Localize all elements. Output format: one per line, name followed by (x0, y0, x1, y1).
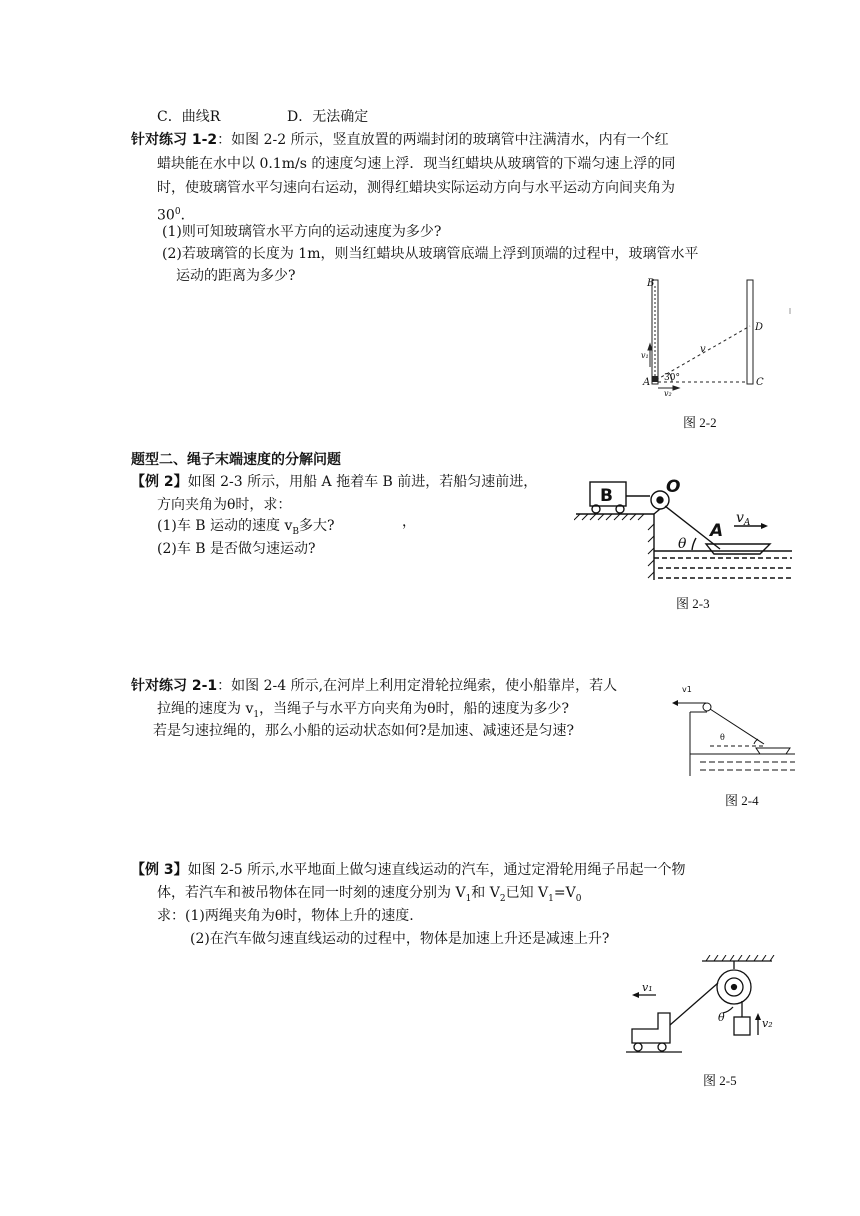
figure-2-4 (670, 680, 800, 780)
practice-1-2-line-3: 时，使玻璃管水平匀速向右运动，测得红蜡块实际运动方向与水平运动方向间夹角为 (157, 180, 675, 196)
label-theta: θ (718, 1011, 725, 1024)
label-d: D (755, 322, 764, 333)
example-2-question-1: (1)车 B 运动的速度 $v_B$多大? (157, 518, 335, 537)
practice-1-2-line-2: 蜡块能在水中以 0.1m/s 的速度匀速上浮．现当红蜡块从玻璃管的下端匀速上浮的同 (157, 156, 676, 172)
practice-2-1-line-3: 若是匀速拉绳的，那么小船的运动状态如何?是加速、减速还是匀速? (153, 723, 575, 739)
label-a: A (643, 377, 651, 388)
label-boat-a: A (710, 521, 724, 541)
example-2-line-2: 方向夹角为θ时，求： (157, 497, 292, 513)
figure-2-5 (622, 955, 787, 1063)
practice-1-2-question-1: (1)则可知玻璃管水平方向的运动速度为多少? (162, 224, 442, 240)
label-v2: v₂ (762, 1017, 773, 1030)
example-2-question-2: (2)车 B 是否做匀速运动? (157, 541, 316, 557)
practice-2-1-line-2: 拉绳的速度为 $v_1$，当绳子与水平方向夹角为θ时，船的速度为多少? (157, 701, 570, 720)
example-2-label: 【例 2】 (131, 474, 188, 490)
example-2-line-1: 【例 2】如图 2-3 所示，用船 A 拖着车 B 前进，若船匀速前进， (131, 474, 538, 490)
option-c: C．曲线R (157, 109, 221, 125)
example-3-line-1: 【例 3】如图 2-5 所示,水平地面上做匀速直线运动的汽车，通过定滑轮用绳子吊起一个物 (131, 862, 686, 878)
option-d: D．无法确定 (287, 109, 369, 125)
figure-2-4-caption: 图 2-4 (725, 793, 759, 808)
figure-2-2 (630, 272, 800, 404)
section-heading: 题型二、绳子末端速度的分解问题 (131, 452, 341, 468)
label-v2: v₂ (664, 389, 672, 398)
practice-1-2-label: 针对练习 1-2 (131, 132, 218, 148)
example-3-line-2: 体，若汽车和被吊物体在同一时刻的速度分别为 $V_1$和 $V_2$已知 $V_1=V_0$ (157, 885, 582, 904)
label-v1: v₁ (642, 981, 653, 994)
practice-1-2-line-1 (131, 130, 669, 150)
practice-1-2-question-2-line-2: 运动的距离为多少? (176, 268, 296, 284)
practice-2-1-line-1: 针对练习 2-1：如图 2-4 所示,在河岸上利用定滑轮拉绳索，使小船靠岸，若人 (131, 678, 618, 694)
label-car-b: B (600, 486, 613, 506)
practice-1-2-question-2-line-1: (2)若玻璃管的长度为 1m，则当红蜡块从玻璃管底端上浮到顶端的过程中，玻璃管水平 (162, 246, 699, 262)
stray-mark: ， (402, 514, 416, 530)
figure-2-5-caption: 图 2-5 (703, 1073, 737, 1088)
label-v: v (700, 344, 706, 355)
example-3-question-1: 求：(1)两绳夹角为θ时，物体上升的速度. (157, 908, 414, 924)
example-3-label: 【例 3】 (131, 862, 188, 878)
label-c: C (756, 377, 764, 388)
label-v1: v1 (682, 685, 692, 694)
figure-2-2-caption: 图 2-2 (683, 415, 717, 430)
label-b: B (647, 278, 655, 289)
practice-2-1-label: 针对练习 2-1 (131, 678, 218, 694)
label-v1: v₁ (641, 351, 649, 360)
label-theta: θ (678, 536, 687, 552)
figure-2-3-caption: 图 2-3 (676, 596, 710, 611)
label-theta: θ (720, 733, 725, 742)
label-va: $v_A$ (736, 510, 751, 528)
label-angle: 30° (664, 373, 680, 383)
label-pulley-o: O (666, 477, 681, 497)
practice-1-2-text: ：如图 2-2 所示，竖直放置的两端封闭的玻璃管中注满清水，内有一个红 (217, 132, 669, 148)
figure-2-3 (574, 474, 799, 586)
practice-1-2-line-4: $30^0$． (157, 207, 195, 224)
example-3-question-2: (2)在汽车做匀速直线运动的过程中，物体是加速上升还是减速上升? (190, 931, 610, 947)
